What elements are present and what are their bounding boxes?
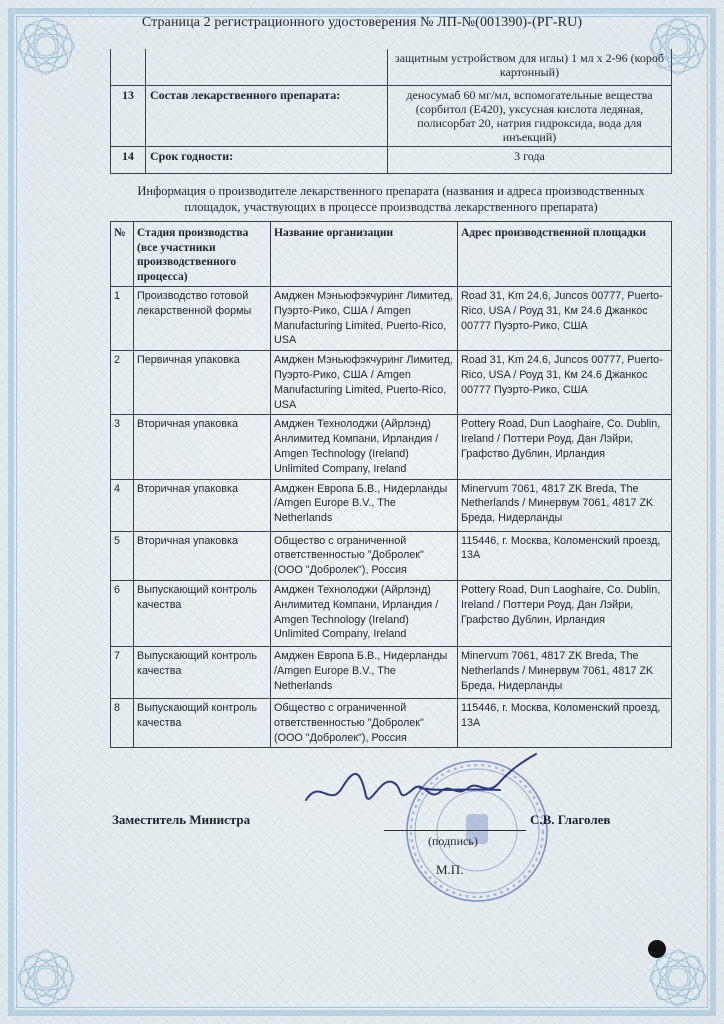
table-row bbox=[111, 147, 672, 174]
producers-intro: Информация о производителе лекарственного препарата (названия и адреса производственных площадок, участвующих в процессе производства лекарственного препарата) bbox=[137, 184, 645, 214]
column-header-address: Адрес производственной площадки bbox=[458, 222, 672, 287]
row-label: Срок годности: bbox=[146, 147, 388, 174]
row-number: 14 bbox=[111, 147, 146, 174]
page-header: Страница 2 регистрационного удостоверения № ЛП-№(001390)-(РГ-RU) bbox=[141, 15, 583, 30]
table-header-row bbox=[111, 222, 672, 287]
shelf-life-value: 3 года bbox=[388, 147, 672, 174]
table-row bbox=[111, 49, 672, 86]
table-row: 1 Производство готовой лекарственной формы Амджен Мэньюфэкчуринг Лимитед, Пуэрто-Рико, США / Amgen Manufacturing Limited, Puerto-Rico, USA Road 31, Km 24.6, Juncos 00777, Puerto-Rico, USA / Роуд 31, Км 24.6 Джанкос 00777 Пуэрто-Рико, США bbox=[111, 287, 672, 351]
table-row: 4 Вторичная упаковка Амджен Европа Б.В., Нидерланды /Amgen Europe B.V., The Netherlands Minervum 7061, 4817 ZK Breda, The Netherlands / Минервум 7061, 4817 ZK Бреда, Нидерланды bbox=[111, 479, 672, 531]
seal-label: М.П. bbox=[436, 862, 464, 877]
signature-hint: (подпись) bbox=[428, 834, 478, 848]
table-row: 3 Вторичная упаковка Амджен Технолоджи (Айрлэнд) Анлимитед Компани, Ирландия / Amgen Technology (Ireland) Unlimited Company, Ireland Pottery Road, Dun Laoghaire, Co. Dublin, Ireland / Поттери Роуд, Дан Лэйри, Графство Дублин, Ирландия bbox=[111, 415, 672, 479]
table-row: 5 Вторичная упаковка Общество с ограниченной ответственностью "Добролек" (ООО "Добролек"), Россия 115446, г. Москва, Коломенский проезд, 13А bbox=[111, 531, 672, 580]
table-row: 2 Первичная упаковка Амджен Мэньюфэкчуринг Лимитед, Пуэрто-Рико, США / Amgen Manufacturing Limited, Puerto-Rico, USA Road 31, Km 24.6, Juncos 00777, Puerto-Rico, USA / Роуд 31, Км 24.6 Джанкос 00777 Пуэрто-Рико, США bbox=[111, 351, 672, 415]
column-header-number: № bbox=[111, 222, 134, 287]
table-row bbox=[111, 86, 672, 147]
producers-table bbox=[110, 221, 672, 748]
punch-hole bbox=[648, 940, 666, 958]
signatory-name: С.В. Глаголев bbox=[530, 812, 611, 827]
table-row: 6 Выпускающий контроль качества Амджен Технолоджи (Айрлэнд) Анлимитед Компани, Ирландия / Amgen Technology (Ireland) Unlimited Company, Ireland Pottery Road, Dun Laoghaire, Co. Dublin, Ireland / Поттери Роуд, Дан Лэйри, Графство Дублин, Ирландия bbox=[111, 580, 672, 646]
corner-rosette-icon bbox=[14, 946, 78, 1010]
registration-details-table bbox=[110, 49, 672, 174]
composition-value: деносумаб 60 мг/мл, вспомогательные вещества (сорбитол (Е420), уксусная кислота ледяная, полисорбат 20, натрия гидроксида, вода для инъекций) bbox=[388, 86, 672, 147]
handwritten-signature bbox=[300, 748, 555, 820]
column-header-stage: Стадия производства (все участники производственного процесса) bbox=[134, 222, 271, 287]
packaging-continuation: защитным устройством для иглы) 1 мл х 2-96 (короб картонный) bbox=[388, 49, 672, 86]
table-row: 7 Выпускающий контроль качества Амджен Европа Б.В., Нидерланды /Amgen Europe B.V., The Netherlands Minervum 7061, 4817 ZK Breda, The Netherlands / Минервум 7061, 4817 ZK Бреда, Нидерланды bbox=[111, 646, 672, 698]
row-label: Состав лекарственного препарата: bbox=[146, 86, 388, 147]
signature-line bbox=[384, 830, 526, 831]
column-header-organization: Название организации bbox=[271, 222, 458, 287]
row-number: 13 bbox=[111, 86, 146, 147]
table-row: 8 Выпускающий контроль качества Общество с ограниченной ответственностью "Добролек" (ООО "Добролек"), Россия 115446, г. Москва, Коломенский проезд, 13А bbox=[111, 698, 672, 747]
signatory-position: Заместитель Министра bbox=[112, 812, 251, 827]
